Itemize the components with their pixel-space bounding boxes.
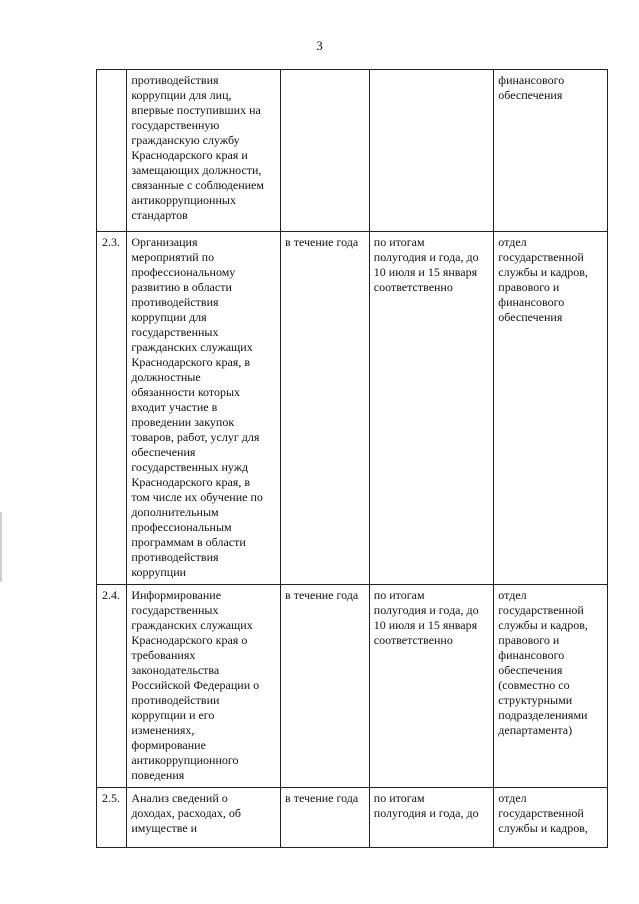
table-row [97, 70, 608, 232]
measure-name: противодействия коррупции для лиц, впервые поступивших на государственную гражданскую службу Краснодарского края и замещающих должности, связанные с соблюдением антикоррупционных стандартов [127, 70, 281, 232]
reporting-deadline: по итогам полугодия и года, до [369, 788, 494, 848]
measures-table [96, 69, 608, 848]
responsible-unit: финансового обеспечения [494, 70, 608, 232]
responsible-unit: отдел государственной службы и кадров, правового и финансового обеспечения [494, 232, 608, 585]
reporting-deadline: по итогам полугодия и года, до 10 июля и 15 января соответственно [369, 585, 494, 788]
scan-edge-mark [0, 512, 2, 582]
item-number: 2.4. [97, 585, 127, 788]
measure-name: Организация мероприятий по профессиональному развитию в области противодействия коррупции для государственных гражданских служащих Краснодарского края, в должностные обязанности которых входит участие в проведении закупок товаров, работ, услуг для обеспечения государственных нужд Краснодарского края, в том числе их обучение по дополнительным профессиональным программам в области противодействия коррупции [127, 232, 281, 585]
responsible-unit: отдел государственной службы и кадров, [494, 788, 608, 848]
responsible-unit: отдел государственной службы и кадров, правового и финансового обеспечения (совместно со структурными подразделениями департамента) [494, 585, 608, 788]
page-number: 3 [316, 38, 323, 53]
table-row [97, 788, 608, 848]
execution-term: в течение года [281, 788, 370, 848]
execution-term: в течение года [281, 232, 370, 585]
reporting-deadline [369, 70, 494, 232]
execution-term: в течение года [281, 585, 370, 788]
item-number: 2.5. [97, 788, 127, 848]
measure-name: Информирование государственных гражданских служащих Краснодарского края о требованиях законодательства Российской Федерации о противодействии коррупции и его изменениях, формирование антикоррупционного поведения [127, 585, 281, 788]
item-number: 2.3. [97, 232, 127, 585]
reporting-deadline: по итогам полугодия и года, до 10 июля и 15 января соответственно [369, 232, 494, 585]
table-row [97, 232, 608, 585]
item-number [97, 70, 127, 232]
measure-name: Анализ сведений о доходах, расходах, об имуществе и [127, 788, 281, 848]
table-row [97, 585, 608, 788]
execution-term [281, 70, 370, 232]
